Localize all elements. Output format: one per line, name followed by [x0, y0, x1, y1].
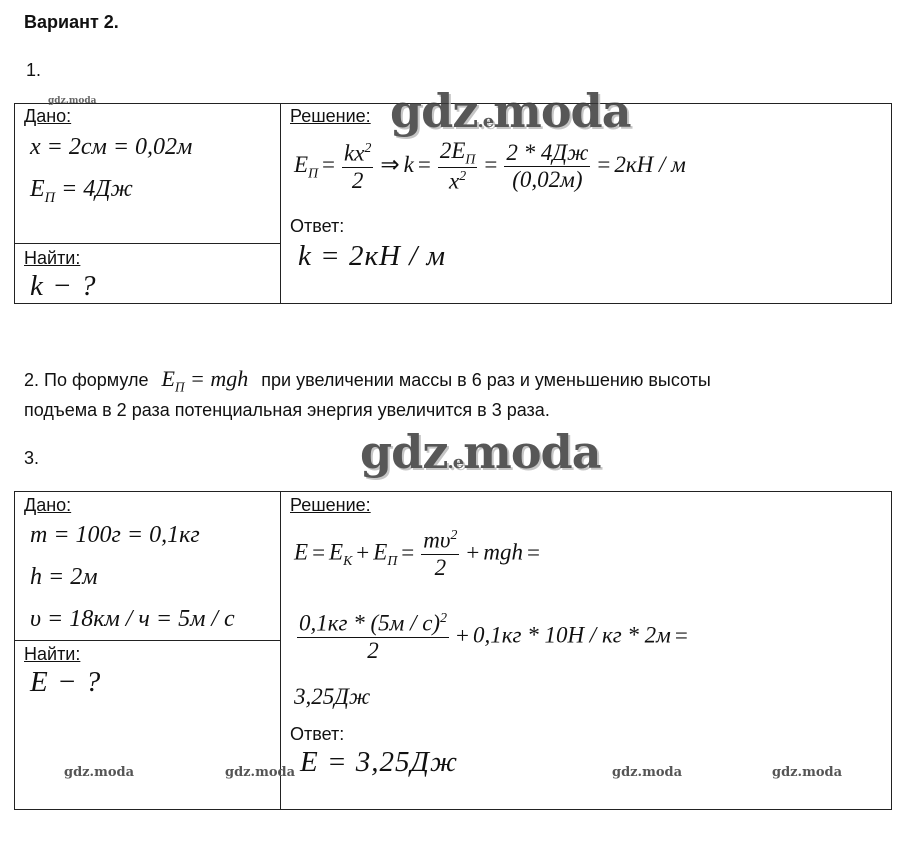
task1-given-x: x = 2см = 0,02м: [30, 134, 193, 160]
task3-given-speed: υ = 18км / ч = 5м / с: [30, 606, 235, 632]
page-title: Вариант 2.: [24, 12, 119, 32]
task2-line2: подъема в 2 раза потенциальная энергия увеличится в 3 раза.: [24, 400, 550, 420]
task3-formula-line2: $\frac{0,1кг * (5м / с)^2}{2}$ + 0,1кг * 10Н / кг * 2м =: [299, 610, 688, 664]
task1-answer: k = 2кН / м: [298, 240, 447, 272]
watermark-small: gdz.moda: [48, 96, 97, 106]
task1-find-value: k − ?: [30, 270, 97, 302]
task1-given-energy: $E_П = 4Дж$: [30, 176, 133, 206]
task3-result-line: 3,25Дж: [294, 684, 371, 709]
task1-find-label: Найти:: [24, 248, 81, 268]
task3-given-label: Дано:: [24, 495, 72, 515]
task3-column-divider: [280, 491, 281, 810]
watermark-large: gdz.emoda: [390, 84, 631, 138]
watermark-small: gdz.moda: [225, 765, 296, 780]
task1-solution-label: Решение:: [290, 106, 371, 126]
task1-answer-label: Ответ:: [290, 216, 345, 236]
task3-find-value: E − ?: [30, 666, 102, 698]
task3-formula-line1: $E = E_К + E_П$ = $\frac{m\upsilon^2}{2}$ + mgh =: [294, 527, 540, 581]
watermark-small: gdz.moda: [612, 765, 683, 780]
task3-answer: E = 3,25Дж: [300, 746, 458, 778]
task1-formula: $E_П$ = $\frac{kx^2}{2}$ ⇒ k = $\frac{2E_П}{x^2}$ = $\frac{2 * 4Дж}{(0,02м)}$ = 2кН / м: [294, 138, 686, 195]
task1-given-label: Дано:: [24, 106, 72, 126]
watermark-small: gdz.moda: [772, 765, 843, 780]
task1-number: 1.: [26, 60, 42, 80]
task1-column-divider: [280, 103, 281, 304]
task3-answer-label: Ответ:: [290, 724, 345, 744]
watermark-large: gdz.emoda: [360, 425, 601, 479]
task3-row-divider: [14, 640, 281, 641]
task2-formula: $E_П$ = mgh: [161, 366, 249, 395]
task3-find-label: Найти:: [24, 644, 81, 664]
task3-number: 3.: [24, 448, 40, 468]
task3-given-mass: m = 100г = 0,1кг: [30, 522, 200, 548]
task3-solution-label: Решение:: [290, 495, 371, 515]
task1-row-divider: [14, 243, 281, 244]
task2-line1: 2. По формуле $E_П$ = mgh при увеличении массы в 6 раз и уменьшению высоты: [24, 366, 711, 395]
watermark-small: gdz.moda: [64, 765, 135, 780]
task3-given-height: h = 2м: [30, 564, 98, 590]
